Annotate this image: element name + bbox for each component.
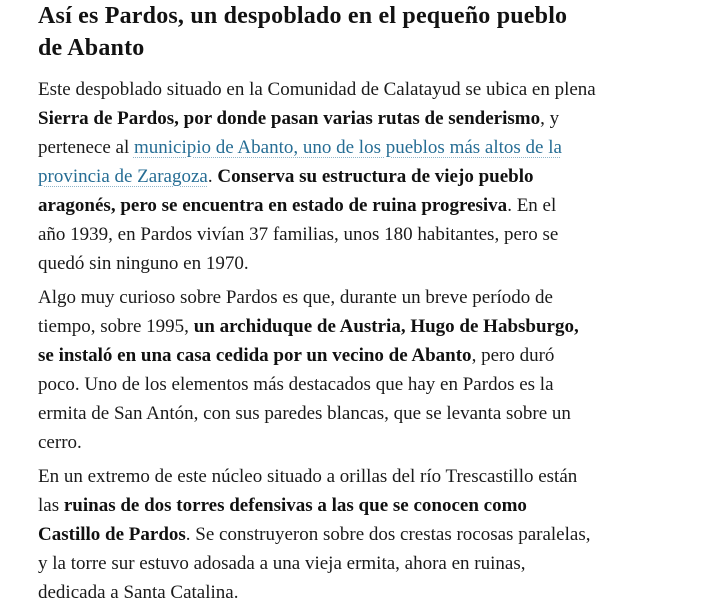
- text-line: [38, 283, 671, 312]
- body-text: dedicada a Santa Catalina.: [38, 582, 239, 603]
- bold-text: Sierra de Pardos, por donde pasan varias rutas de senderismo: [38, 108, 541, 129]
- bold-text: Conserva su estructura de viejo pueblo: [217, 166, 534, 187]
- article-link[interactable]: municipio de Abanto, uno de los pueblos más altos de la: [133, 137, 562, 158]
- article-paragraph: [38, 283, 671, 457]
- article-paragraph: [38, 462, 671, 607]
- body-text: . En el: [507, 195, 557, 216]
- body-text: , y: [540, 108, 560, 129]
- text-line: [38, 428, 671, 457]
- bold-text: se instaló en una casa cedida por un vecino de Abanto: [38, 345, 472, 366]
- text-line: [38, 133, 671, 162]
- article-title: [38, 0, 671, 64]
- body-text: pertenece al: [38, 137, 134, 158]
- text-line: [38, 462, 671, 491]
- body-text: tiempo, sobre 1995,: [38, 316, 194, 337]
- text-line: [38, 312, 671, 341]
- text-line: [38, 578, 671, 607]
- body-text: .: [207, 166, 218, 187]
- text-line: [38, 370, 671, 399]
- article-paragraph: [38, 75, 671, 278]
- body-text: las: [38, 495, 64, 516]
- text-line: [38, 191, 671, 220]
- bold-text: ruinas de dos torres defensivas a las que se conocen como: [63, 495, 527, 516]
- text-line: [38, 162, 671, 191]
- body-text: quedó sin ninguno en 1970.: [38, 253, 249, 274]
- article-title-line: de Abanto: [38, 35, 145, 61]
- body-text: y la torre sur estuvo adosada a una vieja ermita, ahora en ruinas,: [38, 553, 526, 574]
- text-line: [38, 220, 671, 249]
- bold-text: aragonés, pero se encuentra en estado de ruina progresiva: [38, 195, 508, 216]
- body-text: Algo muy curioso sobre Pardos es que, durante un breve período de: [38, 287, 553, 308]
- body-text: . Se construyeron sobre dos crestas rocosas paralelas,: [185, 524, 591, 545]
- body-text: poco. Uno de los elementos más destacados que hay en Pardos es la: [38, 374, 554, 395]
- text-line: [38, 249, 671, 278]
- text-line: [38, 104, 671, 133]
- text-line: [38, 75, 671, 104]
- body-text: ermita de San Antón, con sus paredes blancas, que se levanta sobre un: [38, 403, 571, 424]
- text-line: [38, 399, 671, 428]
- body-text: , pero duró: [471, 345, 555, 366]
- text-line: [38, 491, 671, 520]
- article-body: [38, 75, 671, 607]
- body-text: En un extremo de este núcleo situado a orillas del río Trescastillo están: [38, 466, 578, 487]
- article-title-line: Así es Pardos, un despoblado en el pequeño pueblo: [38, 3, 568, 29]
- body-text: Este despoblado situado en la Comunidad de Calatayud se ubica en plena: [38, 79, 596, 100]
- bold-text: un archiduque de Austria, Hugo de Habsburgo,: [193, 316, 579, 337]
- body-text: cerro.: [38, 432, 82, 453]
- text-line: [38, 341, 671, 370]
- article-link[interactable]: provincia de Zaragoza: [38, 166, 208, 187]
- bold-text: Castillo de Pardos: [38, 524, 186, 545]
- text-line: [38, 549, 671, 578]
- text-line: [38, 520, 671, 549]
- body-text: año 1939, en Pardos vivían 37 familias, unos 180 habitantes, pero se: [38, 224, 559, 245]
